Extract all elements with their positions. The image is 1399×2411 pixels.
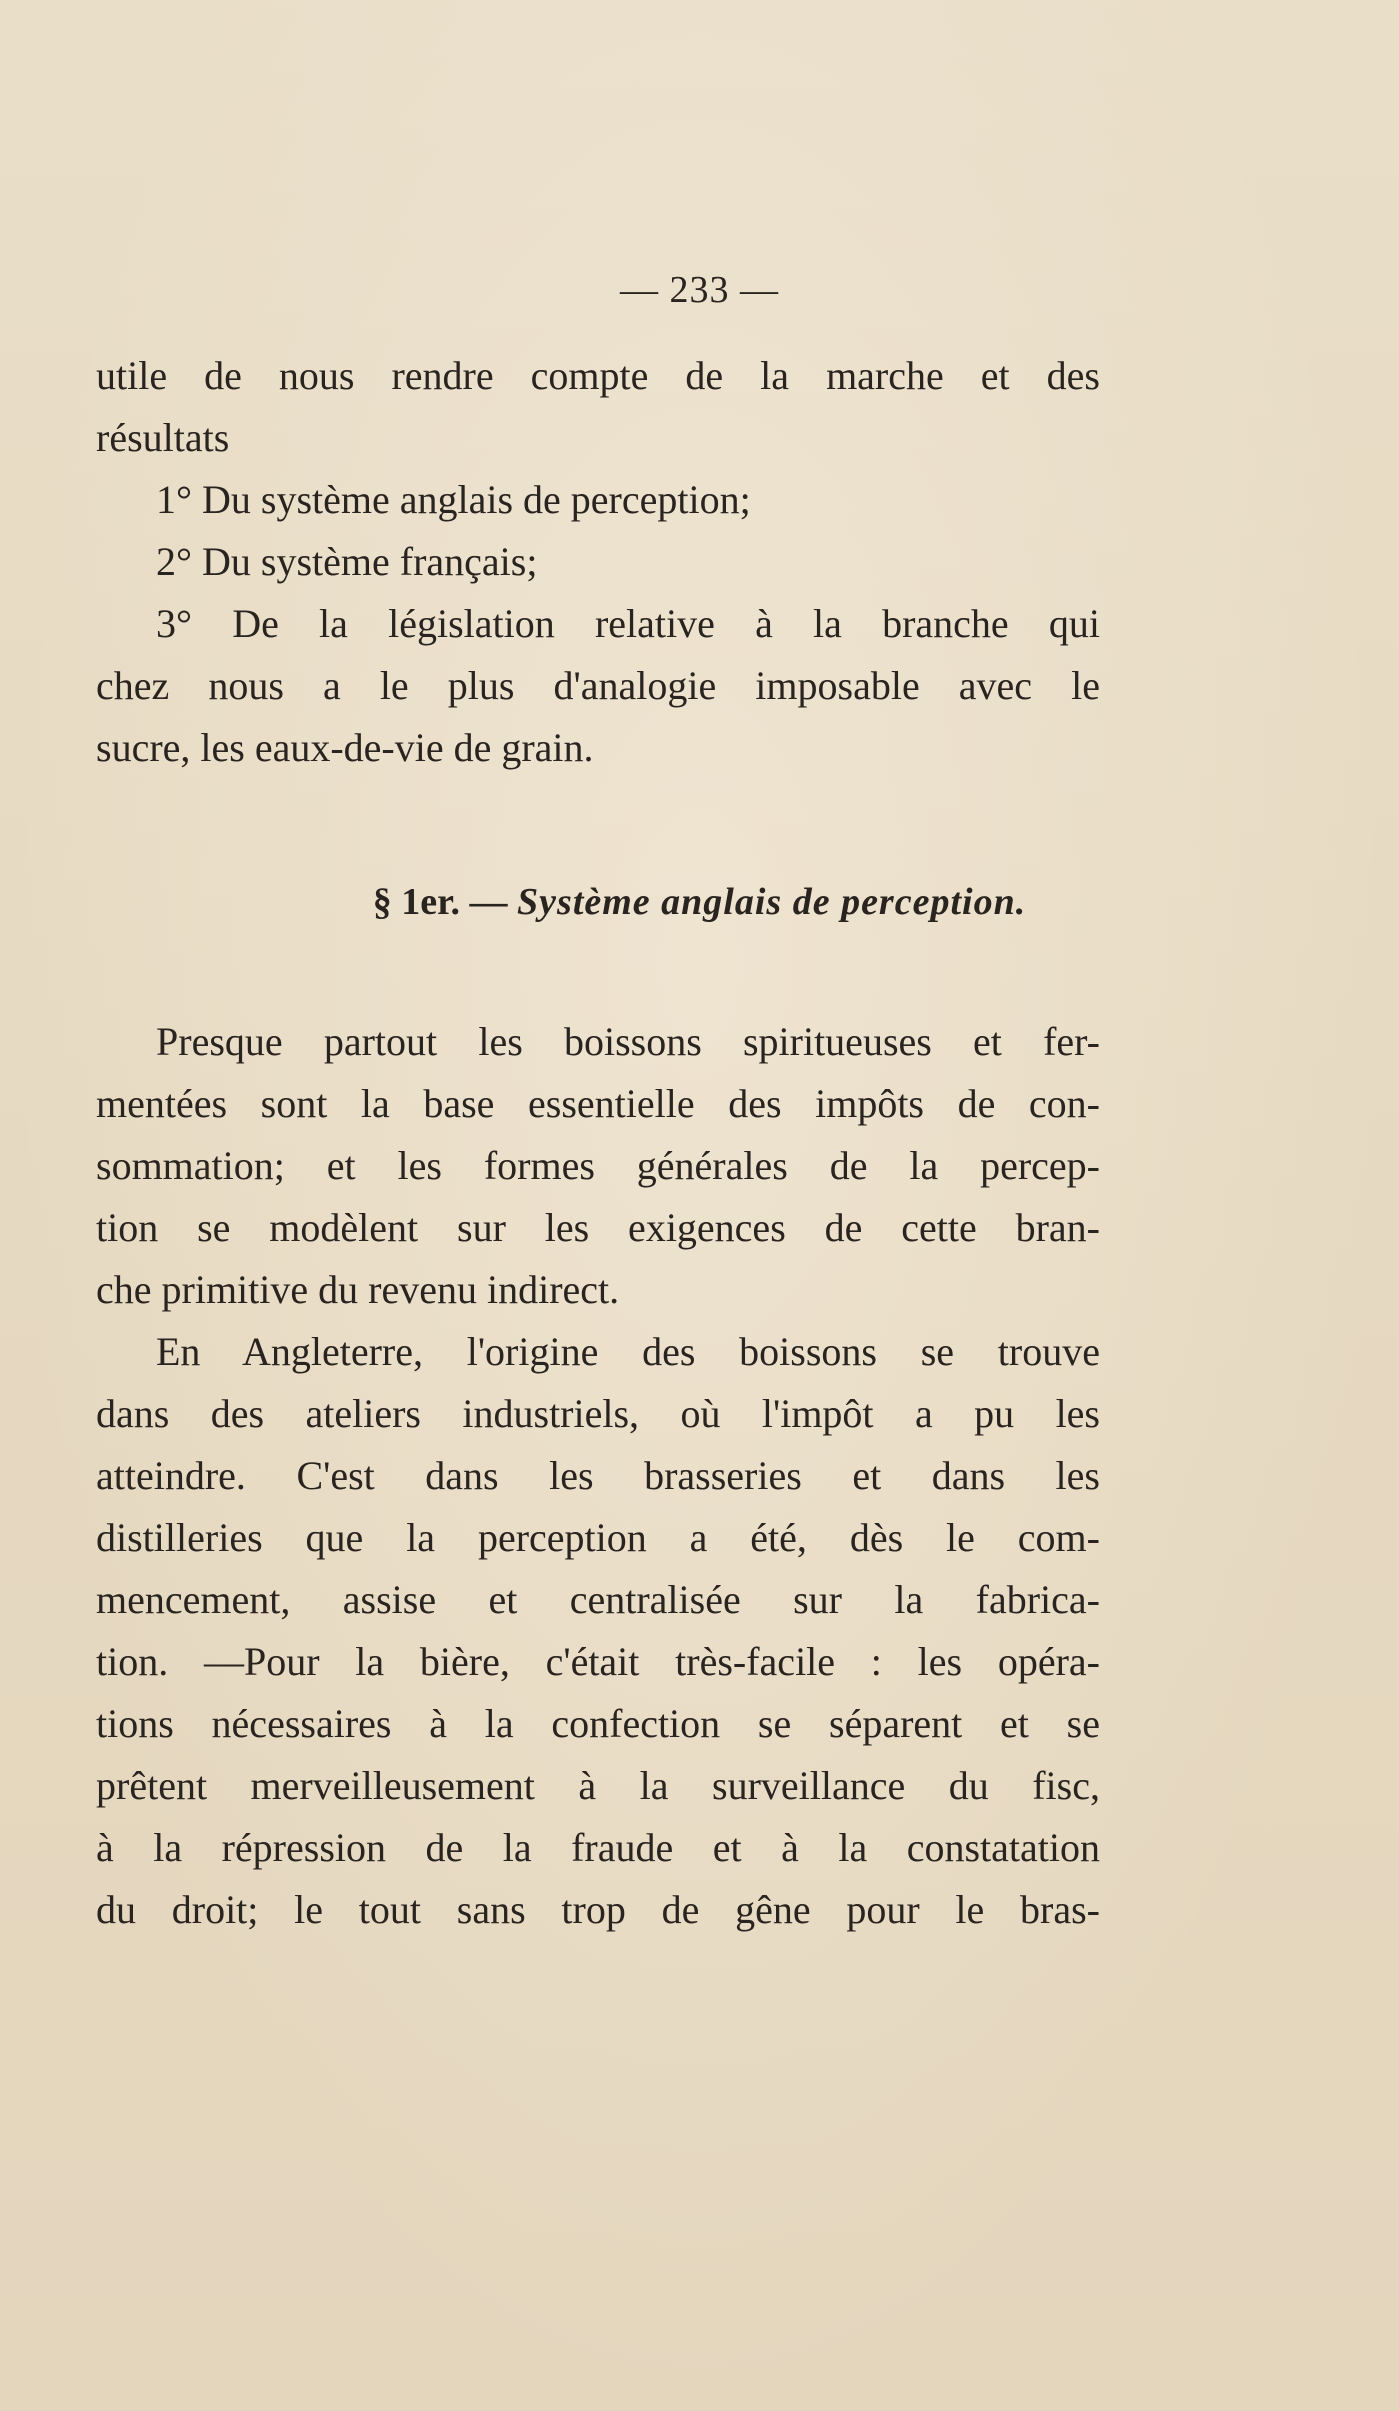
text-line: chez nous a le plus d'analogie imposable avec le: [96, 663, 1100, 708]
text-line: dans des ateliers industriels, où l'impôt a pu les: [96, 1391, 1100, 1436]
text-line: En Angleterre, l'origine des boissons se trouve: [156, 1329, 1100, 1374]
text-line: mentées sont la base essentielle des impôts de con-: [96, 1081, 1100, 1126]
text-line: tion se modèlent sur les exigences de cette bran-: [96, 1205, 1100, 1250]
text-line: che primitive du revenu indirect.: [96, 1267, 620, 1312]
section-title: Système anglais de perception.: [517, 881, 1027, 923]
text-line: utile de nous rendre compte de la marche et des: [96, 353, 1100, 398]
text-line: mencement, assise et centralisée sur la fabrica-: [96, 1577, 1100, 1622]
section-heading: [0, 880, 1399, 924]
text-line: distilleries que la perception a été, dès le com-: [96, 1515, 1100, 1560]
text-line: 1° Du système anglais de perception;: [156, 477, 751, 522]
text-line: tion. —Pour la bière, c'était très-facile : les opéra-: [96, 1639, 1100, 1684]
section-mark: § 1er. —: [372, 881, 508, 923]
text-line: tions nécessaires à la confection se séparent et se: [96, 1701, 1100, 1746]
text-line: 3° De la législation relative à la branche qui: [156, 601, 1100, 646]
text-line: à la répression de la fraude et à la constatation: [96, 1825, 1100, 1870]
text-line: 2° Du système français;: [156, 539, 538, 584]
text-line: sommation; et les formes générales de la percep-: [96, 1143, 1100, 1188]
text-line: du droit; le tout sans trop de gêne pour le bras-: [96, 1887, 1100, 1932]
text-line: sucre, les eaux-de-vie de grain.: [96, 725, 594, 770]
text-line: résultats: [96, 415, 230, 460]
text-line: atteindre. C'est dans les brasseries et dans les: [96, 1453, 1100, 1498]
page-number: — 233 —: [620, 269, 779, 311]
text-line: Presque partout les boissons spiritueuses et fer-: [156, 1019, 1100, 1064]
text-line: prêtent merveilleusement à la surveillance du fisc,: [96, 1763, 1100, 1808]
